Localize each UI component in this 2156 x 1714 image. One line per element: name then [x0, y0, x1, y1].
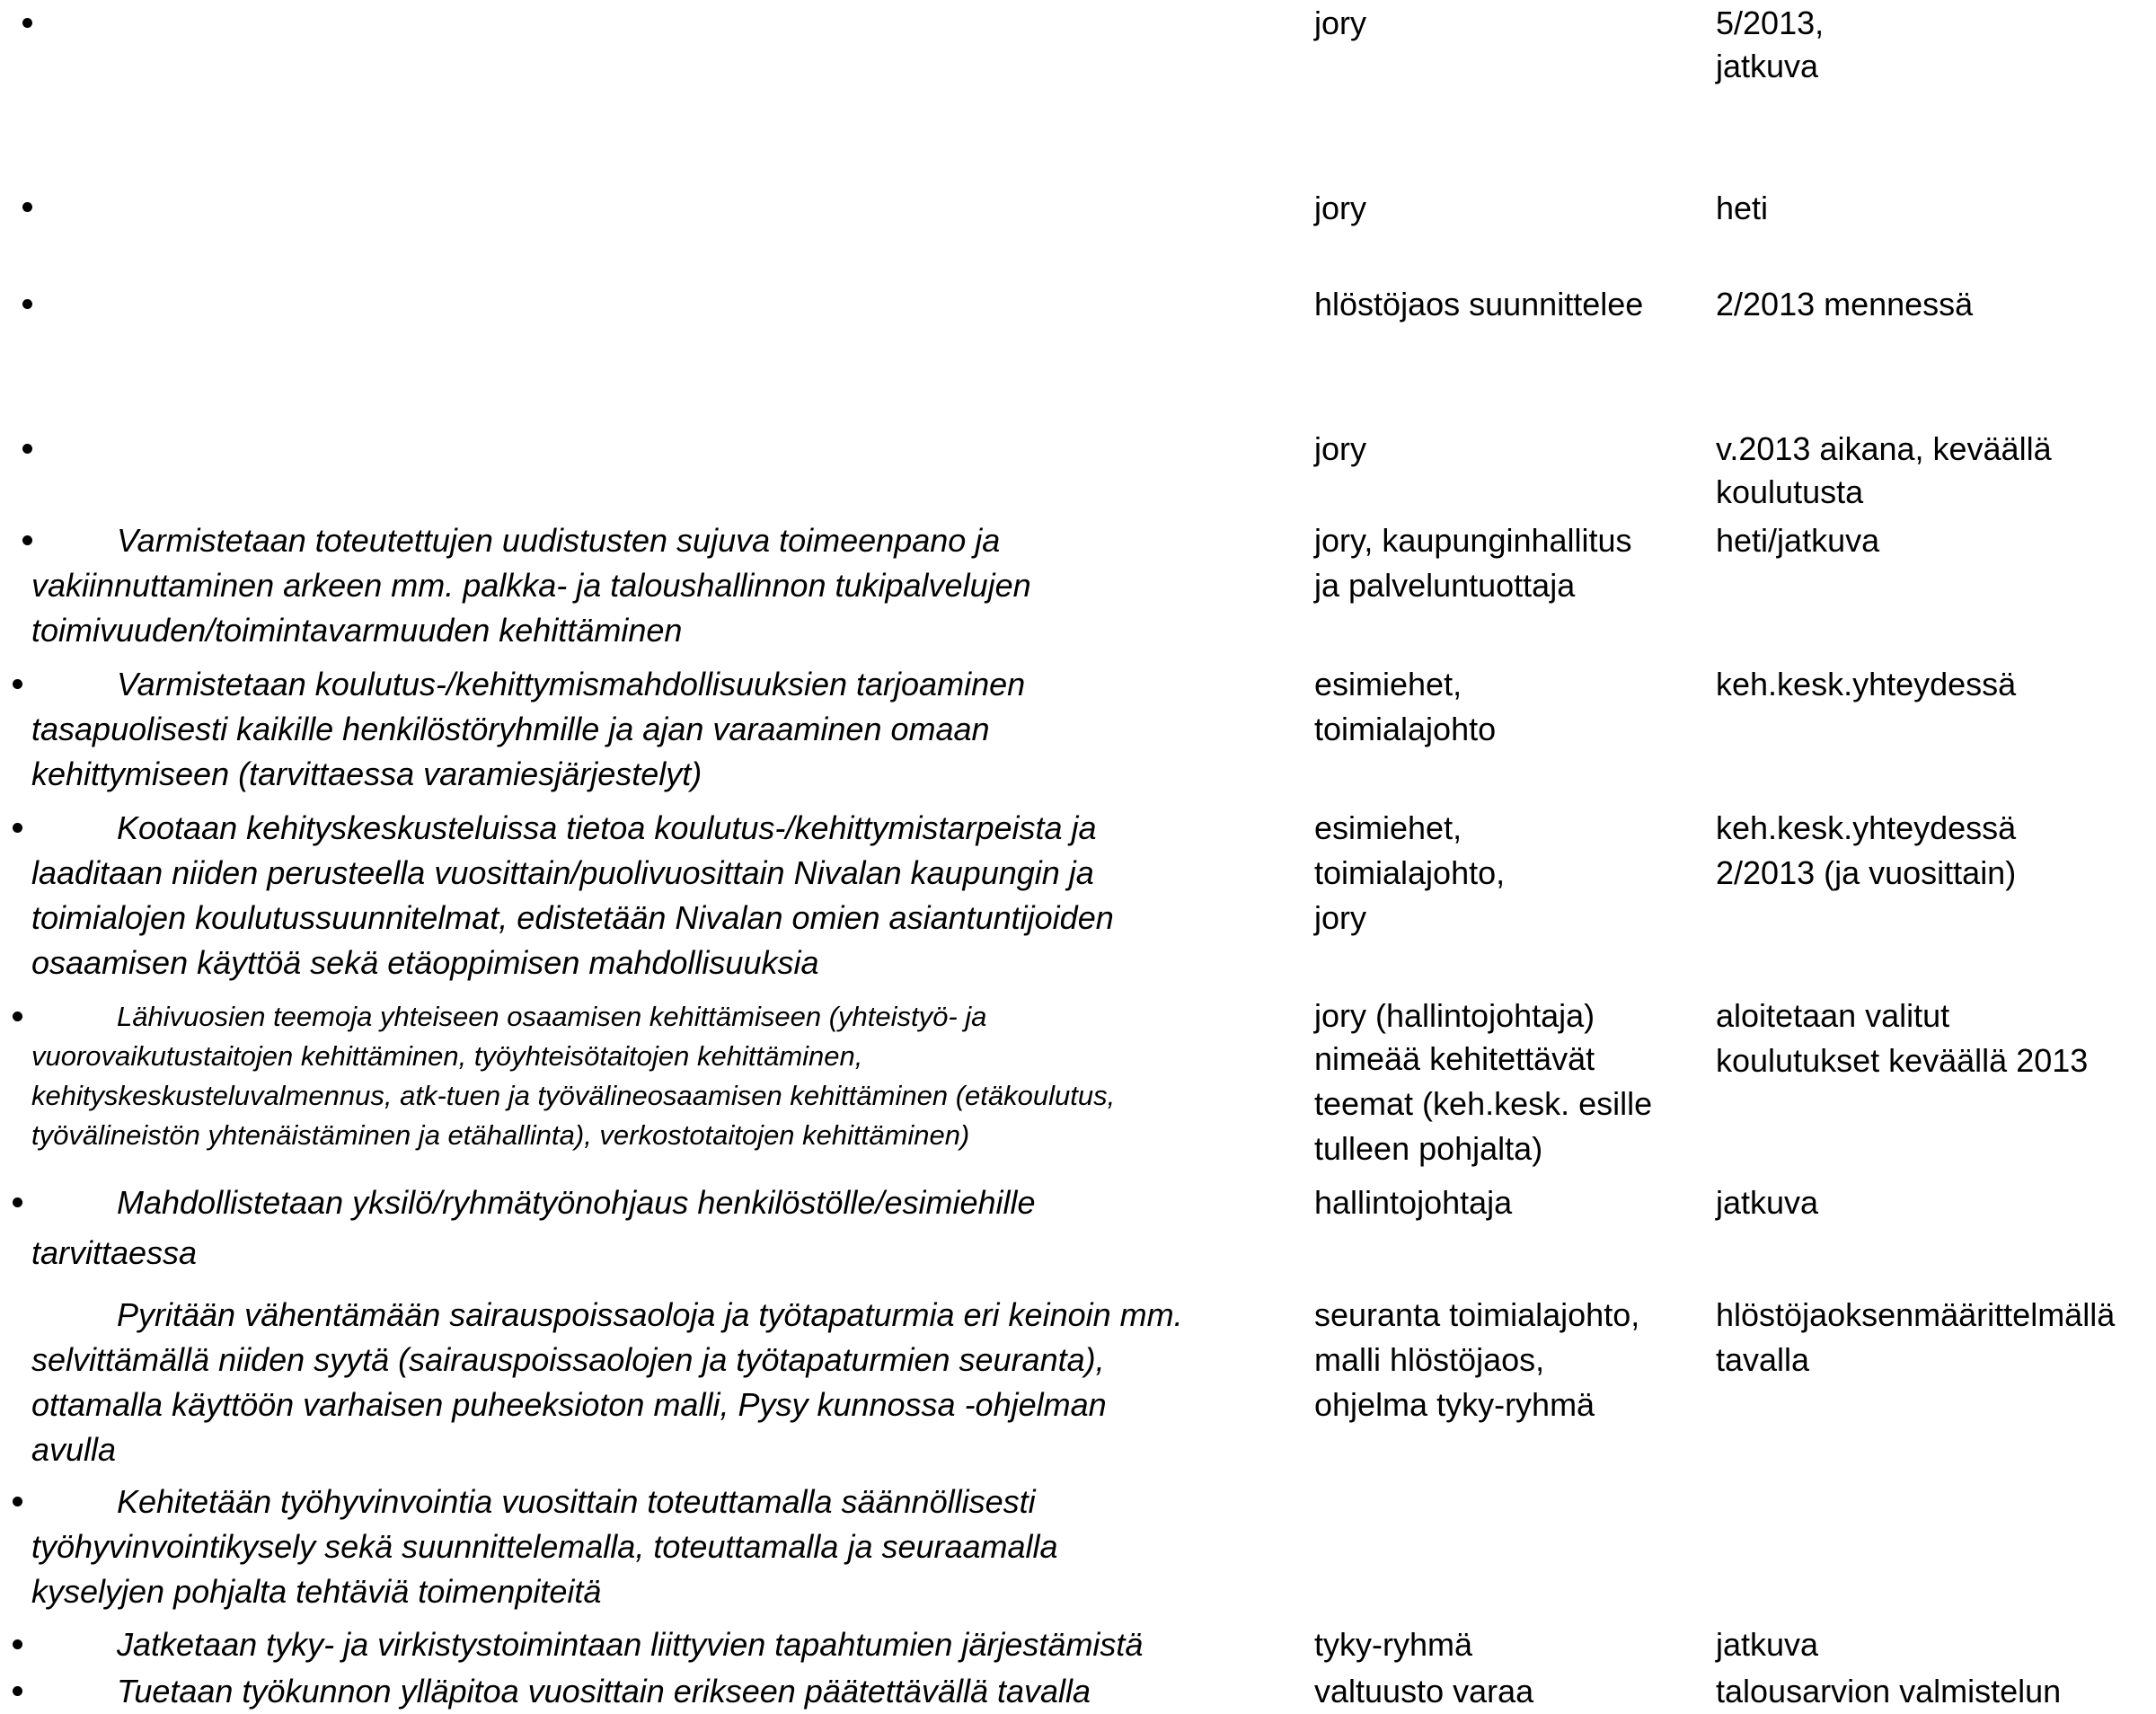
- bullet-point: [13, 1197, 22, 1207]
- schedule-text: talousarvion valmistelun: [1716, 1673, 2062, 1710]
- responsible-text: esimiehet,: [1314, 666, 1462, 702]
- bullet-point: [22, 299, 32, 309]
- measure-text: Tuetaan työkunnon ylläpitoa vuosittain erikseen päätettävällä tavalla: [117, 1673, 1091, 1710]
- responsible-text: jory: [1314, 4, 1367, 41]
- measure-text: Pyritään vähentämään sairauspoissaoloja ja työtapaturmia eri keinoin mm.: [117, 1296, 1183, 1333]
- responsible-text: valtuusto varaa: [1314, 1673, 1534, 1710]
- measure-text: toimivuuden/toimintavarmuuden kehittäminen: [31, 612, 683, 649]
- measure-text: työhyvinvointikysely sekä suunnittelemalla, toteuttamalla ja seuraamalla: [31, 1528, 1058, 1565]
- responsible-text: esimiehet,: [1314, 809, 1462, 846]
- responsible-text: seuranta toimialajohto,: [1314, 1296, 1640, 1333]
- schedule-text: 2/2013 mennessä: [1716, 286, 1974, 322]
- bullet-point: [13, 1497, 22, 1506]
- bullet-point: [22, 18, 32, 28]
- responsible-text: ohjelma tyky-ryhmä: [1314, 1386, 1595, 1423]
- responsible-text: hlöstöjaos suunnittelee: [1314, 286, 1644, 322]
- measure-text: ottamalla käyttöön varhaisen puheeksioton malli, Pysy kunnossa -ohjelman: [31, 1386, 1107, 1423]
- schedule-text: koulutukset keväällä 2013: [1716, 1042, 2089, 1079]
- measure-text: laaditaan niiden perusteella vuosittain/puolivuosittain Nivalan kaupungin ja: [31, 854, 1094, 891]
- measure-text: Kehitetään työhyvinvointia vuosittain toteuttamalla säännöllisesti: [117, 1483, 1036, 1520]
- bullet-point: [22, 202, 32, 212]
- responsible-text: malli hlöstöjaos,: [1314, 1341, 1545, 1378]
- schedule-text: jatkuva: [1716, 1184, 1819, 1221]
- measure-text: avulla: [31, 1431, 117, 1468]
- responsible-text: jory, kaupunginhallitus: [1314, 522, 1632, 559]
- schedule-text: keh.kesk.yhteydessä: [1716, 809, 2017, 846]
- measure-text: Jatketaan tyky- ja virkistystoimintaan liittyvien tapahtumien järjestämistä: [117, 1626, 1144, 1663]
- responsible-text: jory: [1314, 899, 1367, 936]
- measure-text: kehityskeskusteluvalmennus, atk-tuen ja työvälineosaamisen kehittäminen (etäkoulutus,: [31, 1080, 1116, 1111]
- schedule-text: keh.kesk.yhteydessä: [1716, 666, 2017, 702]
- measure-text: kyselyjen pohjalta tehtäviä toimenpiteitä: [31, 1573, 602, 1610]
- measure-text: osaamisen käyttöä sekä etäoppimisen mahdollisuuksia: [31, 944, 819, 981]
- bullet-point: [13, 1686, 22, 1696]
- responsible-text: jory (hallintojohtaja): [1314, 997, 1595, 1034]
- bullet-point: [13, 1639, 22, 1649]
- measure-text: Varmistetaan koulutus-/kehittymismahdollisuuksien tarjoaminen: [117, 666, 1026, 702]
- measure-text: Lähivuosien teemoja yhteiseen osaamisen kehittämiseen (yhteistyö- ja: [117, 1001, 987, 1032]
- bullet-point: [13, 823, 22, 833]
- schedule-text: v.2013 aikana, keväällä: [1716, 430, 2052, 467]
- responsible-text: toimialajohto: [1314, 711, 1497, 747]
- measure-text: Kootaan kehityskeskusteluissa tietoa koulutus-/kehittymistarpeista ja: [117, 809, 1097, 846]
- measure-text: toimialojen koulutussuunnitelmat, edistetään Nivalan omien asiantuntijoiden: [31, 899, 1114, 936]
- responsible-text: tulleen pohjalta): [1314, 1130, 1543, 1167]
- schedule-text: jatkuva: [1716, 1626, 1819, 1663]
- bullet-point: [22, 444, 32, 454]
- schedule-text: 5/2013,: [1716, 4, 1825, 41]
- responsible-text: toimialajohto,: [1314, 854, 1506, 891]
- responsible-text: jory: [1314, 430, 1367, 467]
- measure-text: työvälineistön yhtenäistäminen ja etähallinta), verkostotaitojen kehittäminen): [31, 1119, 970, 1151]
- responsible-text: teemat (keh.kesk. esille: [1314, 1085, 1653, 1122]
- bullet-point: [13, 1012, 22, 1021]
- responsible-text: tyky-ryhmä: [1314, 1626, 1473, 1663]
- measure-text: selvittämällä niiden syytä (sairauspoissaolojen ja työtapaturmien seuranta),: [31, 1341, 1105, 1378]
- measure-text: Mahdollistetaan yksilö/ryhmätyönohjaus henkilöstölle/esimiehille: [117, 1184, 1036, 1221]
- bullet-point: [13, 679, 22, 689]
- schedule-text: aloitetaan valitut: [1716, 997, 1950, 1034]
- schedule-text: hlöstöjaoksenmäärittelmällä: [1716, 1296, 2116, 1333]
- measure-text: tarvittaessa: [31, 1234, 198, 1271]
- responsible-text: ja palveluntuottaja: [1314, 567, 1576, 604]
- measure-text: tasapuolisesti kaikille henkilöstöryhmille ja ajan varaaminen omaan: [31, 711, 990, 747]
- measure-text: kehittymiseen (tarvittaessa varamiesjärjestelyt): [31, 755, 702, 792]
- responsible-text: nimeää kehitettävät: [1314, 1040, 1595, 1077]
- measure-text: vuorovaikutustaitojen kehittäminen, työyhteisötaitojen kehittäminen,: [31, 1040, 863, 1072]
- schedule-text: jatkuva: [1716, 48, 1819, 84]
- schedule-text: tavalla: [1716, 1341, 1810, 1378]
- schedule-text: koulutusta: [1716, 473, 1864, 510]
- schedule-text: 2/2013 (ja vuosittain): [1716, 854, 2017, 891]
- bullet-point: [22, 535, 32, 545]
- responsible-text: jory: [1314, 190, 1367, 226]
- measure-text: Varmistetaan toteutettujen uudistusten sujuva toimeenpano ja: [117, 522, 1001, 559]
- responsible-text: hallintojohtaja: [1314, 1184, 1513, 1221]
- schedule-text: heti/jatkuva: [1716, 522, 1880, 559]
- measure-text: vakiinnuttaminen arkeen mm. palkka- ja taloushallinnon tukipalvelujen: [31, 567, 1031, 604]
- schedule-text: heti: [1716, 190, 1769, 226]
